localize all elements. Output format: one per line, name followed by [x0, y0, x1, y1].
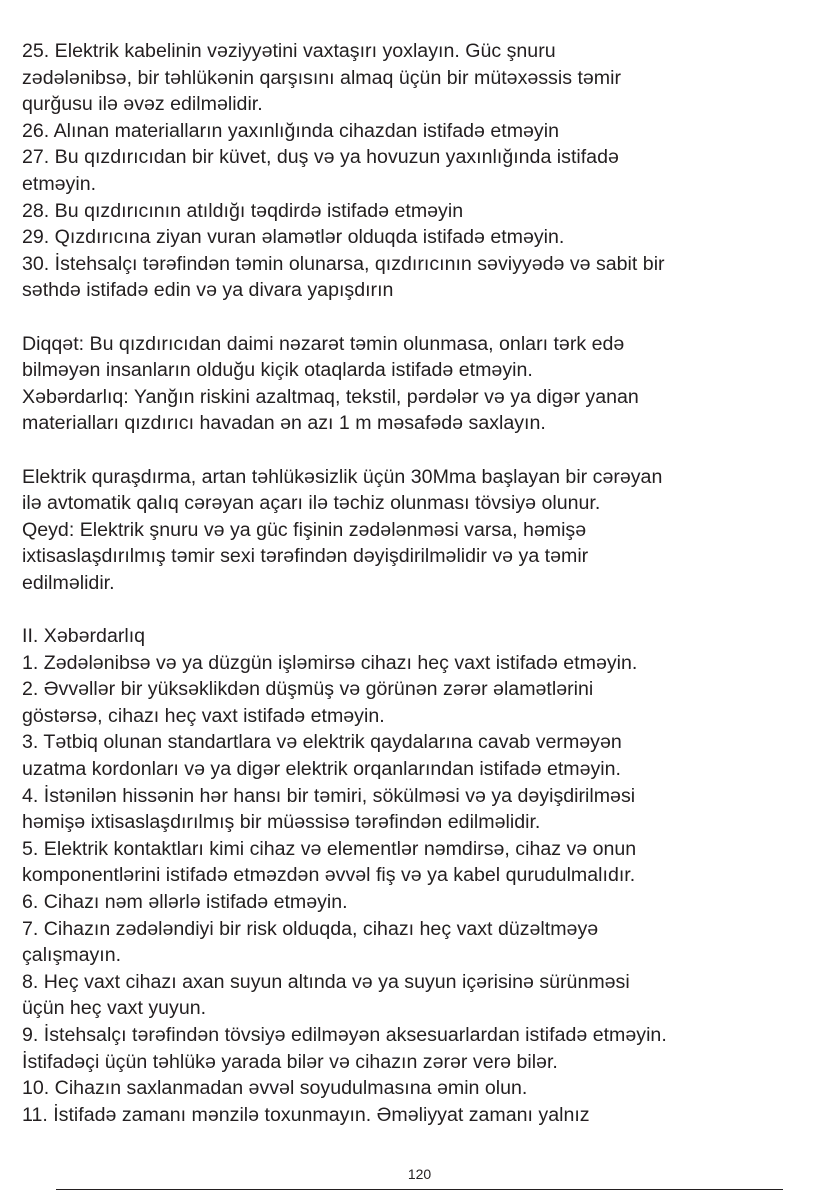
text-line: çalışmayın. — [22, 944, 122, 967]
text-line: ixtisaslaşdırılmış təmir sexi tərəfindən dəyişdirilməlidir və ya təmir — [22, 545, 589, 568]
text-line: 6. Cihazı nəm əllərlə istifadə etməyin. — [22, 891, 348, 913]
paragraph-gap — [22, 596, 822, 623]
text-line: üçün heç vaxt yuyun. — [22, 997, 207, 1020]
text-line: 5. Elektrik kontaktları kimi cihaz və elementlər nəmdirsə, cihaz və onun — [22, 837, 637, 860]
text-line: həmişə ixtisaslaşdırılmış bir müəssisə tərəfindən edilməlidir. — [22, 811, 541, 834]
text-line: etməyin. — [22, 172, 97, 195]
text-line: 10. Cihazın saxlanmadan əvvəl soyudulmasına əmin olun. — [22, 1077, 528, 1100]
text-line: edilməlidir. — [22, 571, 115, 594]
text-line: 25. Elektrik kabelinin vəziyyətini vaxtaşırı yoxlayın. Güc şnuru — [22, 40, 556, 62]
text-line: qurğusu ilə əvəz edilməlidir. — [22, 93, 263, 116]
text-line: 1. Zədələnibsə və ya düzgün işləmirsə cihazı heç vaxt istifadə etməyin. — [22, 651, 638, 674]
text-line: uzatma kordonları və ya digər elektrik orqanlarından istifadə etməyin. — [22, 758, 622, 781]
text-line: Qeyd: Elektrik şnuru və ya güc fişinin zədələnməsi varsa, həmişə — [22, 518, 587, 541]
text-line: 9. İstehsalçı tərəfindən tövsiyə edilməyən aksesuarlardan istifadə etməyin. — [22, 1023, 667, 1046]
text-line: 2. Əvvəllər bir yüksəklikdən düşmüş və görünən zərər əlamətlərini — [22, 678, 594, 701]
text-line: 7. Cihazın zədələndiyi bir risk olduqda, cihazı heç vaxt düzəltməyə — [22, 917, 599, 940]
text-line: Elektrik quraşdırma, artan təhlükəsizlik üçün 30Mma başlayan bir cərəyan — [22, 465, 663, 488]
text-line: 30. İstehsalçı tərəfindən təmin olunarsa, qızdırıcının səviyyədə və sabit bir — [22, 252, 665, 275]
text-line: komponentlərini istifadə etməzdən əvvəl fiş və ya kabel qurudulmalıdır. — [22, 864, 636, 887]
paragraph-gap — [22, 304, 822, 331]
document-body — [22, 38, 822, 1128]
text-line: Diqqət: Bu qızdırıcıdan daimi nəzarət təmin olunmasa, onları tərk edə — [22, 332, 625, 355]
text-line: 4. İstənilən hissənin hər hansı bir təmiri, sökülməsi və ya dəyişdirilməsi — [22, 784, 636, 807]
text-line: 8. Heç vaxt cihazı axan suyun altında və ya suyun içərisinə sürünməsi — [22, 970, 630, 993]
text-line: ilə avtomatik qalıq cərəyan açarı ilə təchiz olunması tövsiyə olunur. — [22, 492, 601, 515]
text-line: zədələnibsə, bir təhlükənin qarşısını almaq üçün bir mütəxəssis təmir — [22, 66, 621, 89]
text-line: İstifadəçi üçün təhlükə yarada bilər və cihazın zərər verə bilər. — [22, 1050, 558, 1073]
text-line: 3. Tətbiq olunan standartlara və elektrik qaydalarına cavab verməyən — [22, 731, 622, 754]
text-line: Xəbərdarlıq: Yanğın riskini azaltmaq, tekstil, pərdələr və ya digər yanan — [22, 385, 639, 408]
text-line: 27. Bu qızdırıcıdan bir küvet, duş və ya hovuzun yaxınlığında istifadə — [22, 146, 619, 169]
text-line: bilməyən insanların olduğu kiçik otaqlarda istifadə etməyin. — [22, 359, 533, 382]
section-heading: II. Xəbərdarlıq — [22, 625, 146, 648]
text-line: 28. Bu qızdırıcının atıldığı təqdirdə istifadə etməyin — [22, 199, 464, 222]
page-number: 120 — [407, 1166, 432, 1182]
footer-divider — [56, 1189, 783, 1190]
text-line: 26. Alınan materialların yaxınlığında cihazdan istifadə etməyin — [22, 119, 559, 142]
text-line: materialları qızdırıcı havadan ən azı 1 m məsafədə saxlayın. — [22, 412, 546, 435]
text-line: 29. Qızdırıcına ziyan vuran əlamətlər olduqda istifadə etməyin. — [22, 226, 565, 249]
text-line: səthdə istifadə edin və ya divara yapışdırın — [22, 279, 394, 302]
text-line: 11. İstifadə zamanı mənzilə toxunmayın. Əməliyyat zamanı yalnız — [22, 1103, 590, 1126]
text-line: göstərsə, cihazı heç vaxt istifadə etməyin. — [22, 704, 385, 727]
paragraph-gap — [22, 437, 822, 464]
